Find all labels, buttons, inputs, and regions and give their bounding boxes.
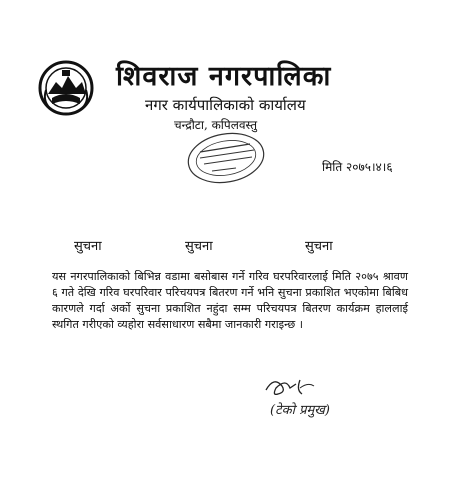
signatory-title: (टेको प्रमुख)	[270, 403, 330, 418]
notice-heading: सुचना	[305, 239, 333, 254]
office-stamp-icon	[184, 130, 268, 186]
office-address: चन्द्रौटा, कपिलवस्तु	[174, 118, 258, 132]
notice-body: यस नगरपालिकाको बिभिन्न वडामा बसोबास गर्ने गरिव घरपरिवारलाई मिति २०७५ श्रावण ६ गते देखि गरिव घरपरिवार परिचयपत्र बितरण गर्ने भनि सुचना प्रकाशित भएकोमा बिबिध कारणले गर्दा अर्को सुचना प्रकाशित नहुंदा सम्म परिचयपत्र बितरण कार्यक्रम हाललाई स्थगित गरीएको व्यहोरा सर्वसाधारण सबैमा जानकारी गराइन्छ ।	[52, 270, 408, 331]
org-title: शिवराज नगरपालिका	[116, 61, 332, 92]
notice-heading: सुचना	[185, 239, 213, 254]
nepal-government-emblem-icon	[38, 60, 94, 116]
notice-headings	[0, 236, 459, 256]
notice-heading: सुचना	[74, 239, 102, 254]
document-date: मिति २०७५।४।६	[322, 160, 393, 174]
office-name: नगर कार्यपालिकाको कार्यालय	[145, 96, 306, 114]
